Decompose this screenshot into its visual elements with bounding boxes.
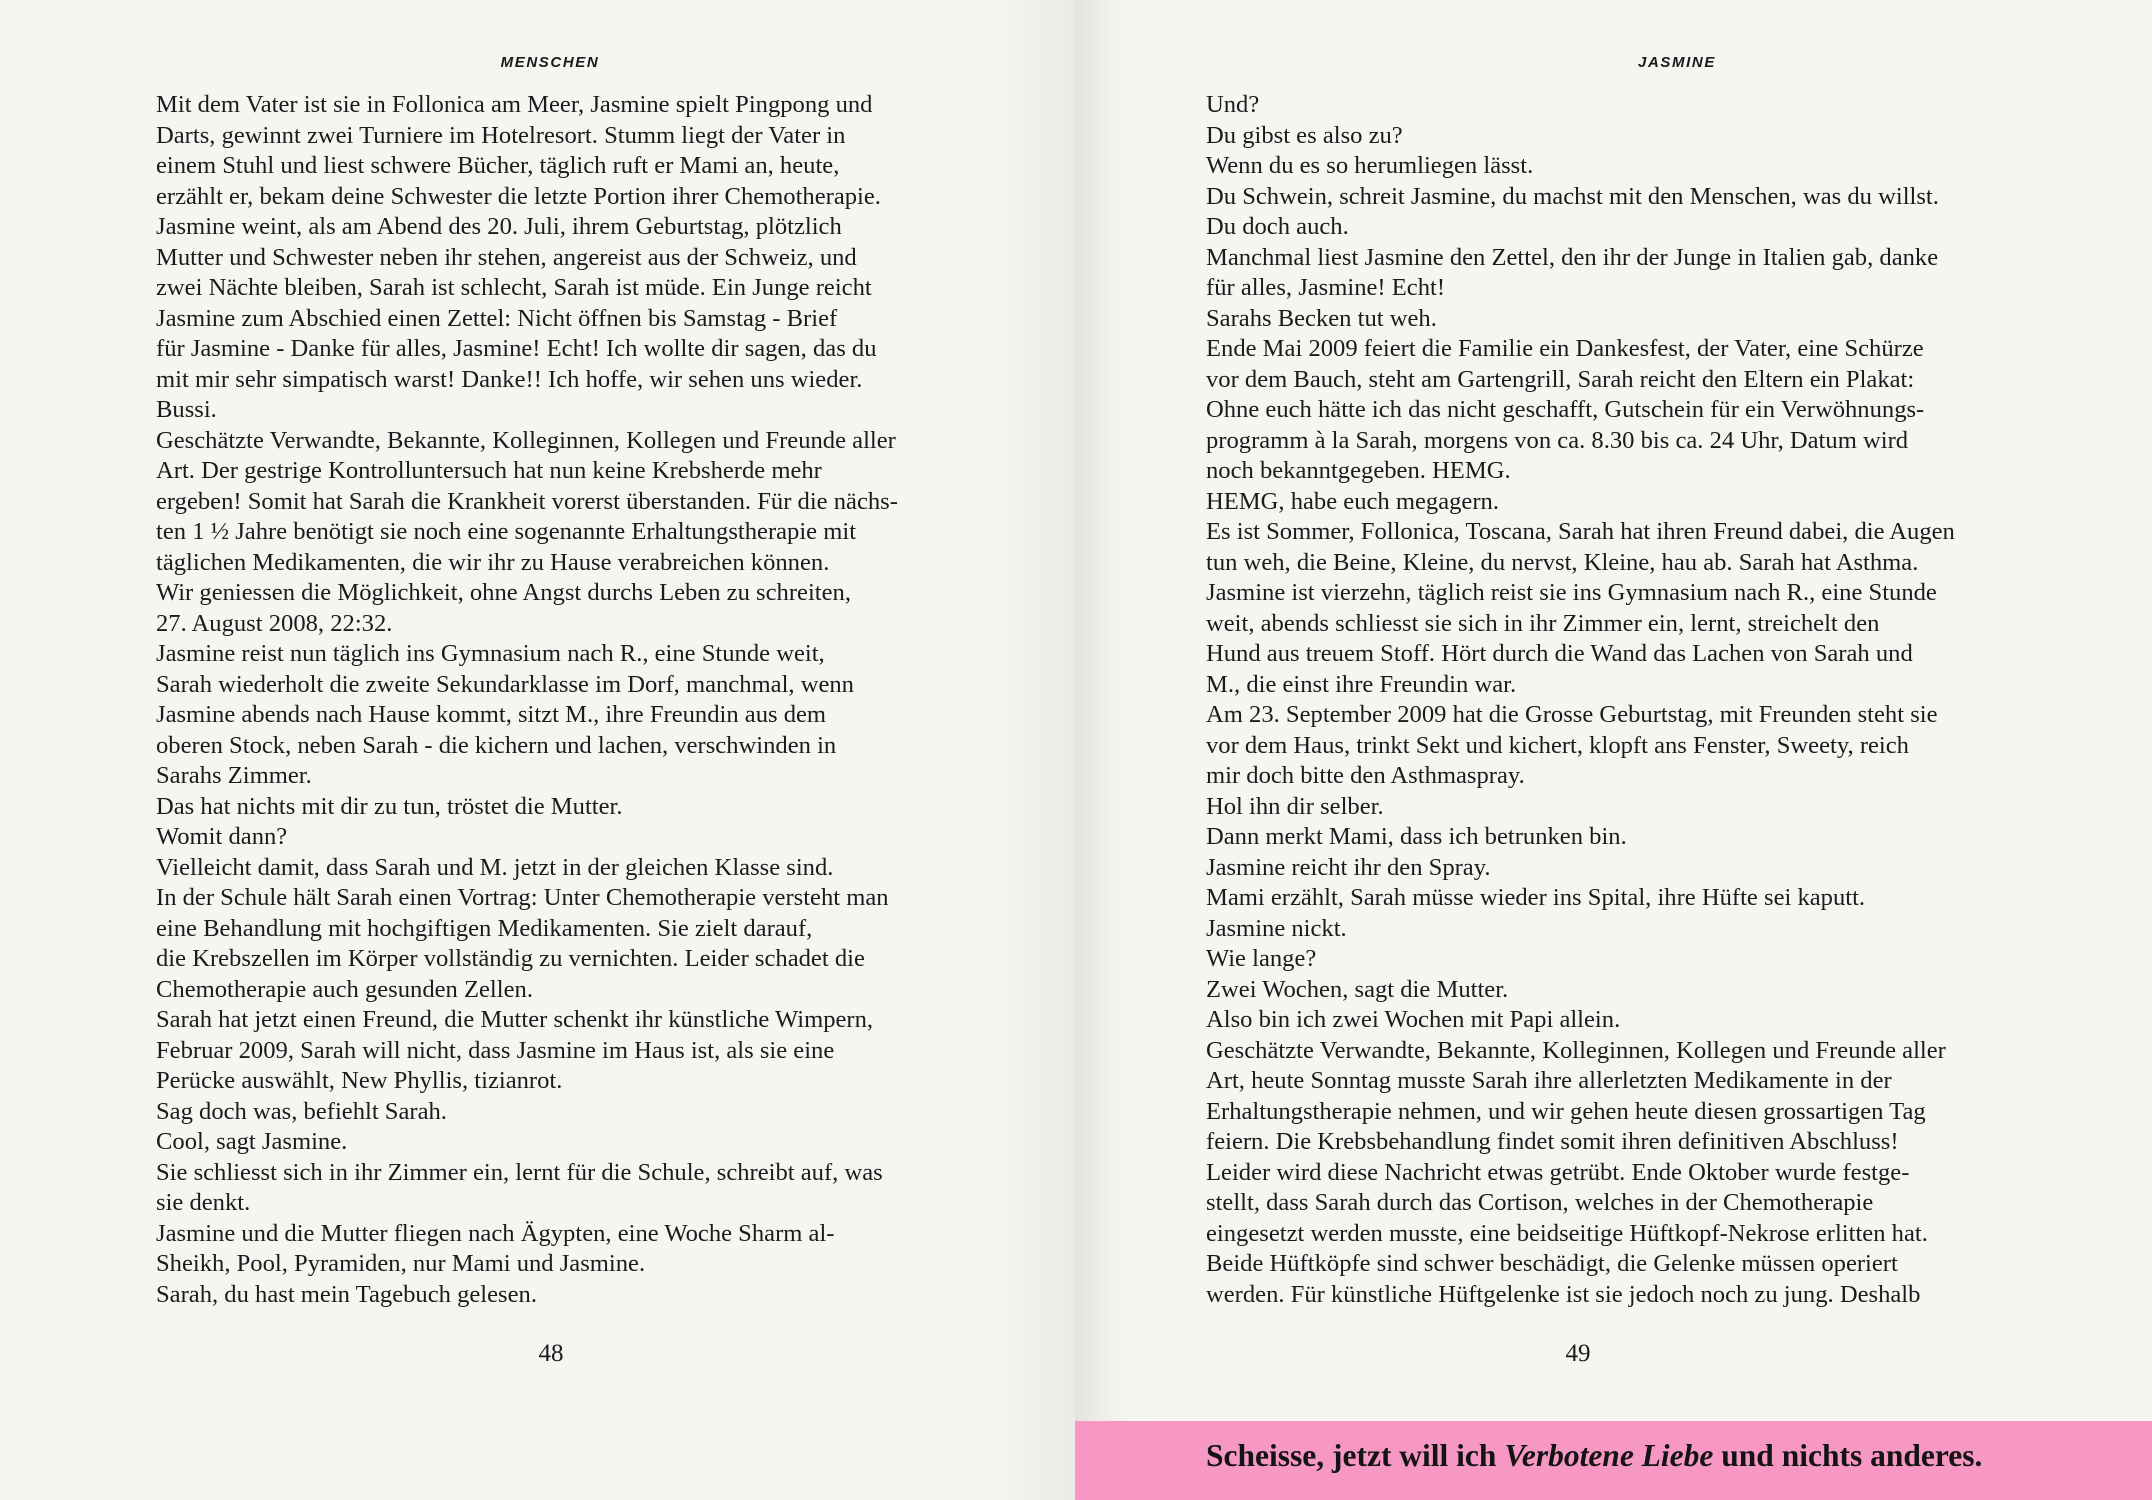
text-line: Das hat nichts mit dir zu tun, tröstet die Mutter.: [156, 792, 623, 820]
text-line: Jasmine abends nach Hause kommt, sitzt M., ihre Freundin aus dem: [156, 701, 827, 728]
body-text: [156, 90, 898, 1310]
text-line: HEMG, habe euch megagern.: [1206, 487, 1499, 515]
text-line: Jasmine reist nun täglich ins Gymnasium nach R., eine Stunde weit,: [156, 640, 825, 667]
text-line: täglichen Medikamenten, die wir ihr zu Hause verabreichen können.: [156, 548, 830, 576]
text-line: ergeben! Somit hat Sarah die Krankheit vorerst überstanden. Für die nächs-: [156, 487, 898, 515]
text-line: Mutter und Schwester neben ihr stehen, angereist aus der Schweiz, und: [156, 243, 857, 271]
text-line: Jasmine ist vierzehn, täglich reist sie ins Gymnasium nach R., eine Stunde: [1206, 579, 1937, 606]
text-line: Februar 2009, Sarah will nicht, dass Jasmine im Haus ist, als sie eine: [156, 1036, 835, 1064]
text-line: Jasmine reicht ihr den Spray.: [1206, 853, 1491, 881]
text-line: Jasmine weint, als am Abend des 20. Juli, ihrem Geburtstag, plötzlich: [156, 213, 842, 240]
text-line: eine Behandlung mit hochgiftigen Medikamenten. Sie zielt darauf,: [156, 914, 813, 942]
text-line: Perücke auswählt, New Phyllis, tizianrot.: [156, 1067, 563, 1094]
text-line: ten 1 ½ Jahre benötigt sie noch eine sogenannte Erhaltungstherapie mit: [156, 518, 857, 545]
text-line: erzählt er, bekam deine Schwester die letzte Portion ihrer Chemotherapie.: [156, 182, 881, 210]
text-line: Jasmine und die Mutter fliegen nach Ägypten, eine Woche Sharm al-: [156, 1219, 835, 1247]
text-line: Du Schwein, schreit Jasmine, du machst mit den Menschen, was du willst.: [1206, 182, 1939, 210]
text-line: Mit dem Vater ist sie in Follonica am Meer, Jasmine spielt Pingpong und: [156, 91, 873, 118]
text-line: Leider wird diese Nachricht etwas getrübt. Ende Oktober wurde festge-: [1206, 1158, 1910, 1186]
text-line: programm à la Sarah, morgens von ca. 8.30 bis ca. 24 Uhr, Datum wird: [1206, 426, 1909, 454]
text-line: Chemotherapie auch gesunden Zellen.: [156, 975, 533, 1003]
text-line: Jasmine nickt.: [1206, 914, 1347, 942]
banner-text-emphasis: Verbotene Liebe: [1504, 1438, 1714, 1473]
text-line: Es ist Sommer, Follonica, Toscana, Sarah hat ihren Freund dabei, die Augen: [1206, 518, 1955, 545]
text-line: 27. August 2008, 22:32.: [156, 609, 393, 637]
text-line: Geschätzte Verwandte, Bekannte, Kolleginnen, Kollegen und Freunde aller: [1206, 1036, 1946, 1064]
text-line: Wir geniessen die Möglichkeit, ohne Angst durchs Leben zu schreiten,: [156, 579, 851, 606]
text-line: noch bekanntgegeben. HEMG.: [1206, 457, 1511, 484]
banner-text-before: Scheisse, jetzt will ich: [1206, 1438, 1505, 1473]
text-line: Wenn du es so herumliegen lässt.: [1206, 152, 1534, 179]
text-line: Erhaltungstherapie nehmen, und wir gehen heute diesen grossartigen Tag: [1206, 1097, 1926, 1125]
text-line: Sheikh, Pool, Pyramiden, nur Mami und Jasmine.: [156, 1250, 646, 1277]
text-line: mir doch bitte den Asthmaspray.: [1206, 762, 1525, 789]
text-line: Sarah, du hast mein Tagebuch gelesen.: [156, 1280, 537, 1308]
text-line: Hund aus treuem Stoff. Hört durch die Wand das Lachen von Sarah und: [1206, 640, 1913, 667]
text-line: Du doch auch.: [1206, 213, 1349, 240]
text-line: werden. Für künstliche Hüftgelenke ist sie jedoch noch zu jung. Deshalb: [1206, 1280, 1921, 1308]
text-line: Ohne euch hätte ich das nicht geschafft, Gutschein für ein Verwöhnungs-: [1206, 396, 1925, 423]
text-line: eingesetzt werden musste, eine beidseitige Hüftkopf-Nekrose erlitten hat.: [1206, 1219, 1928, 1247]
text-line: Art, heute Sonntag musste Sarah ihre allerletzten Medikamente in der: [1206, 1067, 1892, 1094]
text-line: Vielleicht damit, dass Sarah und M. jetzt in der gleichen Klasse sind.: [156, 853, 834, 881]
text-line: Cool, sagt Jasmine.: [156, 1128, 348, 1155]
text-line: für alles, Jasmine! Echt!: [1206, 274, 1446, 301]
right-page: [1075, 0, 2152, 1500]
text-line: einem Stuhl und liest schwere Bücher, täglich ruft er Mami an, heute,: [156, 152, 840, 179]
text-line: Bussi.: [156, 396, 217, 423]
text-line: Womit dann?: [156, 823, 288, 850]
text-line: feiern. Die Krebsbehandlung findet somit ihren definitiven Abschluss!: [1206, 1128, 1899, 1155]
text-line: Sie schliesst sich in ihr Zimmer ein, lernt für die Schule, schreibt auf, was: [156, 1158, 883, 1186]
text-line: M., die einst ihre Freundin war.: [1206, 670, 1517, 698]
text-line: für Jasmine - Danke für alles, Jasmine! Echt! Ich wollte dir sagen, das du: [156, 335, 877, 362]
text-line: Ende Mai 2009 feiert die Familie ein Dankesfest, der Vater, eine Schürze: [1206, 335, 1924, 362]
text-line: Manchmal liest Jasmine den Zettel, den ihr der Junge in Italien gab, danke: [1206, 243, 1939, 271]
text-line: weit, abends schliesst sie sich in ihr Zimmer ein, lernt, streichelt den: [1206, 609, 1880, 637]
left-page: [0, 0, 1075, 1500]
text-line: Mami erzählt, Sarah müsse wieder ins Spital, ihre Hüfte sei kaputt.: [1206, 884, 1866, 911]
text-line: Jasmine zum Abschied einen Zettel: Nicht öffnen bis Samstag - Brief: [156, 304, 838, 332]
banner-text-after: und nichts anderes.: [1713, 1438, 1983, 1473]
text-line: Sarah hat jetzt einen Freund, die Mutter schenkt ihr künstliche Wimpern,: [156, 1006, 874, 1033]
text-line: Am 23. September 2009 hat die Grosse Geburtstag, mit Freunden steht sie: [1206, 701, 1938, 728]
text-line: mit mir sehr simpatisch warst! Danke!! Ich hoffe, wir sehen uns wieder.: [156, 365, 863, 393]
text-line: Hol ihn dir selber.: [1206, 792, 1384, 820]
text-line: Sag doch was, befiehlt Sarah.: [156, 1097, 447, 1125]
text-line: Beide Hüftköpfe sind schwer beschädigt, die Gelenke müssen operiert: [1206, 1250, 1898, 1277]
text-line: Darts, gewinnt zwei Turniere im Hotelresort. Stumm liegt der Vater in: [156, 121, 846, 149]
page-number: 48: [538, 1340, 564, 1367]
text-line: oberen Stock, neben Sarah - die kichern und lachen, verschwinden in: [156, 731, 837, 759]
text-line: Sarahs Zimmer.: [156, 762, 312, 789]
banner-quote: [1206, 1438, 1982, 1474]
body-text: [1206, 90, 1955, 1310]
running-head: JASMINE: [1638, 54, 1716, 71]
quote-banner: [1075, 1421, 2152, 1500]
text-line: stellt, dass Sarah durch das Cortison, welches in der Chemotherapie: [1206, 1189, 1874, 1216]
text-line: Also bin ich zwei Wochen mit Papi allein.: [1206, 1006, 1621, 1033]
text-line: Zwei Wochen, sagt die Mutter.: [1206, 975, 1509, 1003]
text-line: Geschätzte Verwandte, Bekannte, Kolleginnen, Kollegen und Freunde aller: [156, 426, 896, 454]
text-line: Du gibst es also zu?: [1206, 121, 1403, 149]
text-line: Wie lange?: [1206, 945, 1317, 972]
running-head: MENSCHEN: [500, 54, 600, 71]
text-line: In der Schule hält Sarah einen Vortrag: Unter Chemotherapie versteht man: [156, 884, 889, 911]
text-line: sie denkt.: [156, 1189, 251, 1216]
text-line: Und?: [1206, 91, 1260, 118]
text-line: Sarahs Becken tut weh.: [1206, 304, 1437, 332]
page-number: 49: [1565, 1340, 1591, 1367]
text-line: tun weh, die Beine, Kleine, du nervst, Kleine, hau ab. Sarah hat Asthma.: [1206, 548, 1919, 576]
text-line: vor dem Haus, trinkt Sekt und kichert, klopft ans Fenster, Sweety, reich: [1206, 731, 1909, 759]
text-line: Dann merkt Mami, dass ich betrunken bin.: [1206, 823, 1627, 850]
text-line: die Krebszellen im Körper vollständig zu vernichten. Leider schadet die: [156, 945, 865, 972]
text-line: Art. Der gestrige Kontrolluntersuch hat nun keine Krebsherde mehr: [156, 457, 822, 484]
text-line: zwei Nächte bleiben, Sarah ist schlecht, Sarah ist müde. Ein Junge reicht: [156, 274, 872, 301]
text-line: Sarah wiederholt die zweite Sekundarklasse im Dorf, manchmal, wenn: [156, 670, 854, 698]
text-line: vor dem Bauch, steht am Gartengrill, Sarah reicht den Eltern ein Plakat:: [1206, 365, 1915, 393]
